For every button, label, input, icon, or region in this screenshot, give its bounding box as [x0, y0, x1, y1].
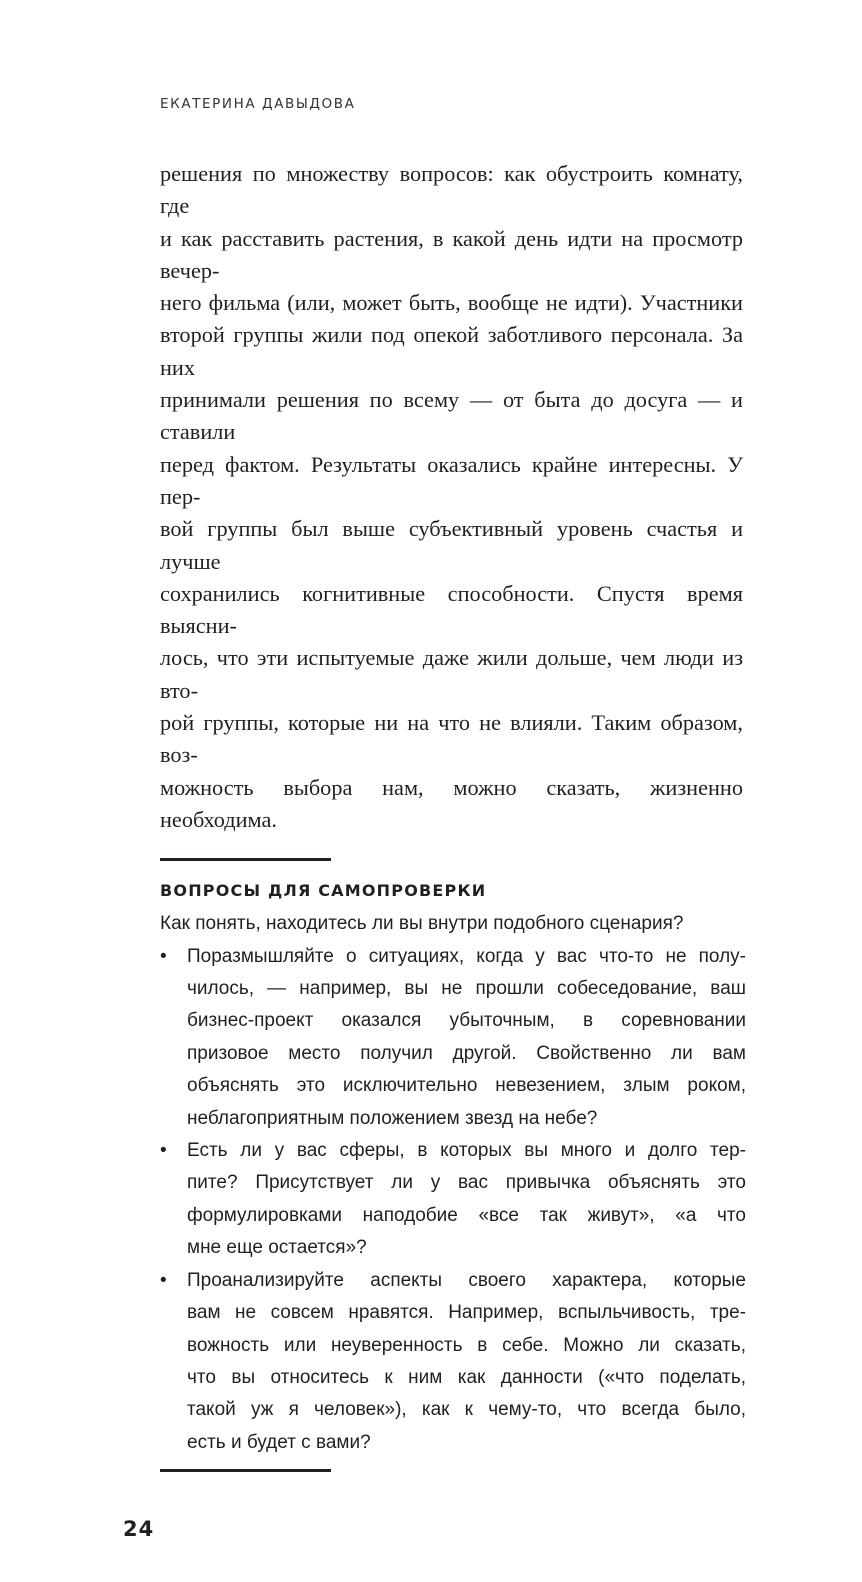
- body-line: и как расставить растения, в какой день идти на просмотр вечер-: [160, 225, 743, 283]
- bullet-line: призовое место получил другой. Свойственно ли вам: [187, 1042, 746, 1064]
- body-line: лось, что эти испытуемые даже жили дольше, чем люди из вто-: [160, 645, 743, 703]
- bullet-line: мне еще остается»?: [187, 1237, 367, 1259]
- bullet-icon: •: [160, 1140, 167, 1162]
- bullet-line: бизнес-проект оказался убыточным, в соревновании: [187, 1010, 746, 1032]
- bullet-line: что вы относитесь к ним как данности («что поделать,: [187, 1366, 746, 1388]
- bullet-icon: •: [160, 1269, 167, 1291]
- bullet-line: Проанализируйте аспекты своего характера, которые: [187, 1269, 746, 1291]
- bullet-line: чилось, — например, вы не прошли собеседование, ваш: [187, 978, 746, 1000]
- page-number: 24: [123, 1517, 155, 1542]
- bullet-item: [160, 1135, 746, 1265]
- bullet-line: неблагоприятным положением звезд на небе?: [187, 1107, 598, 1129]
- bullet-line: вам не совсем нравятся. Например, вспыльчивость, тре-: [187, 1302, 746, 1324]
- body-line: принимали решения по всему — от быта до досуга — и ставили: [160, 387, 743, 445]
- bullet-line: вожность или неуверенность в себе. Можно ли сказать,: [187, 1334, 746, 1356]
- body-line: перед фактом. Результаты оказались крайне интересны. У пер-: [160, 451, 743, 509]
- body-line: второй группы жили под опекой заботливого персонала. За них: [160, 322, 743, 380]
- body-text: [160, 158, 743, 836]
- bullet-line: Поразмышляйте о ситуациях, когда у вас что-то не полу-: [187, 945, 746, 967]
- body-line: можность выбора нам, можно сказать, жизненно необходима.: [160, 774, 743, 832]
- body-line: него фильма (или, может быть, вообще не идти). Участники: [160, 290, 743, 316]
- box-top-rule: [160, 858, 331, 861]
- running-head: ЕКАТЕРИНА ДАВЫДОВА: [160, 96, 356, 112]
- bullet-icon: •: [160, 945, 167, 967]
- bullet-line: объяснять это исключительно невезением, злым роком,: [187, 1075, 746, 1097]
- bullet-item: [160, 1265, 746, 1459]
- body-line: вой группы был выше субъективный уровень счастья и лучше: [160, 516, 743, 574]
- bullet-line: есть и будет с вами?: [187, 1431, 371, 1453]
- bullet-item: [160, 941, 746, 1135]
- bullet-line: пите? Присутствует ли у вас привычка объяснять это: [187, 1172, 746, 1194]
- body-line: рой группы, которые ни на что не влияли. Таким образом, воз-: [160, 710, 743, 768]
- box-heading: ВОПРОСЫ ДЛЯ САМОПРОВЕРКИ: [160, 881, 487, 901]
- body-line: сохранились когнитивные способности. Спустя время выясни-: [160, 580, 743, 639]
- box-bottom-rule: [160, 1469, 331, 1472]
- bullet-line: такой уж я человек»), как к чему-то, что всегда было,: [187, 1399, 746, 1421]
- bullet-line: формулировками наподобие «все так живут», «а что: [187, 1204, 746, 1226]
- body-line: решения по множеству вопросов: как обустроить комнату, где: [160, 161, 743, 219]
- bullet-line: Есть ли у вас сферы, в которых вы много и долго тер-: [187, 1140, 746, 1162]
- box-intro: Как понять, находитесь ли вы внутри подобного сценария?: [160, 913, 684, 935]
